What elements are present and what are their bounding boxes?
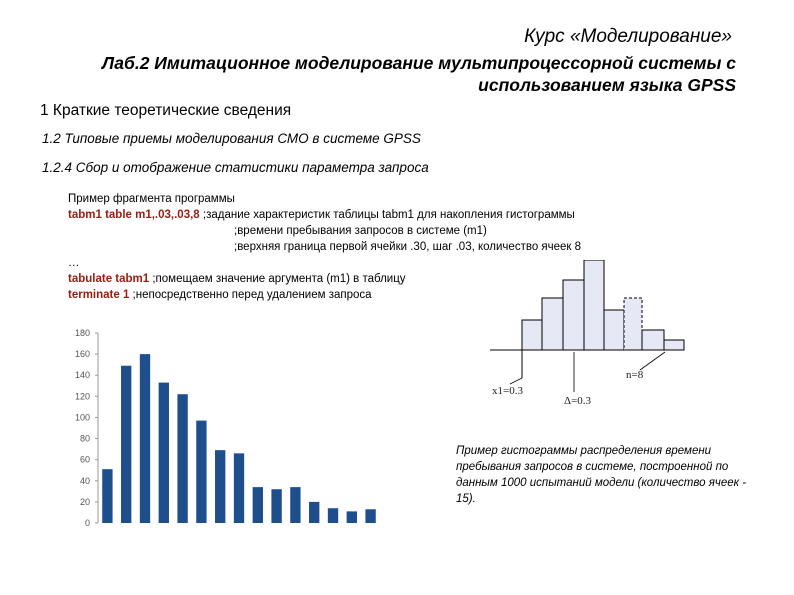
x1-label: x1=0.3 xyxy=(492,385,523,397)
chart-bars xyxy=(102,354,376,523)
histogram-cell xyxy=(642,330,664,350)
histogram-cell xyxy=(664,340,684,350)
y-tick-label: 120 xyxy=(74,391,90,402)
y-tick-label: 80 xyxy=(79,433,90,444)
n-pointer xyxy=(640,352,665,370)
bar-11 xyxy=(290,487,300,523)
bar-chart xyxy=(58,325,388,535)
code-line-1 xyxy=(68,207,581,223)
y-tick-label: 60 xyxy=(79,454,90,465)
histogram-caption: Пример гистограммы распределения времени пребывания запросов в системе, построенной по данным 1000 испытаний модели (количество ячеек - 15). xyxy=(456,445,747,505)
section-heading-2: 1.2 Типовые приемы моделирования СМО в системе GPSS xyxy=(42,131,421,146)
bar-3 xyxy=(140,354,150,523)
bar-13 xyxy=(328,508,338,523)
code-ellipsis: … xyxy=(68,257,80,269)
section-heading-3: 1.2.4 Сбор и отображение статистики параметра запроса xyxy=(42,160,429,175)
y-tick-label: 140 xyxy=(74,370,90,381)
bar-6 xyxy=(196,421,206,523)
course-title: Курс «Моделирование» xyxy=(524,26,732,47)
bar-15 xyxy=(365,509,375,523)
x1-pointer xyxy=(510,378,522,384)
histogram-cell-dashed xyxy=(624,298,642,350)
y-tick-label: 160 xyxy=(74,349,90,360)
y-tick-label: 20 xyxy=(79,496,90,507)
code-comment: ;задание характеристик таблицы tabm1 для накопления гистограммы xyxy=(199,209,575,221)
bar-5 xyxy=(177,394,187,523)
bar-4 xyxy=(159,383,169,523)
histogram-diagram xyxy=(490,260,690,410)
code-keyword: tabulate tabm1 xyxy=(68,273,150,285)
code-comment: ;непосредственно перед удалением запроса xyxy=(129,289,372,301)
bar-1 xyxy=(102,469,112,523)
lab-title: Лаб.2 Имитационное моделирование мультипроцессорной системы с использованием языка GPSS xyxy=(102,53,736,95)
y-tick-label: 100 xyxy=(74,412,90,423)
bar-12 xyxy=(309,502,319,523)
histogram-cell xyxy=(522,320,542,350)
histogram-cell xyxy=(604,310,624,350)
n-label: n=8 xyxy=(626,369,644,381)
chart-grid xyxy=(75,328,98,528)
code-line-2: ;времени пребывания запросов в системе (m1) xyxy=(234,225,487,237)
bar-2 xyxy=(121,366,131,523)
y-tick-label: 180 xyxy=(74,328,90,338)
section-heading-1: 1 Краткие теоретические сведения xyxy=(40,102,292,119)
code-keyword: tabm1 table m1,.03,.03,8 xyxy=(68,209,200,221)
histogram-cell xyxy=(542,298,563,350)
code-intro: Пример фрагмента программы xyxy=(68,193,235,205)
code-line-3: ;верхняя граница первой ячейки .30, шаг .03, количество ячеек 8 xyxy=(234,241,582,253)
code-comment: ;помещаем значение аргумента (m1) в таблицу xyxy=(149,273,406,285)
bar-9 xyxy=(253,487,263,523)
bar-10 xyxy=(271,489,281,523)
histogram-cell xyxy=(584,260,604,350)
bar-8 xyxy=(234,453,244,523)
code-keyword: terminate 1 xyxy=(68,289,130,301)
bar-7 xyxy=(215,450,225,523)
y-tick-label: 0 xyxy=(84,518,90,528)
histogram-cell xyxy=(563,280,584,350)
bar-14 xyxy=(347,511,357,523)
delta-label: Δ=0.3 xyxy=(564,395,592,407)
y-tick-label: 40 xyxy=(79,475,90,486)
